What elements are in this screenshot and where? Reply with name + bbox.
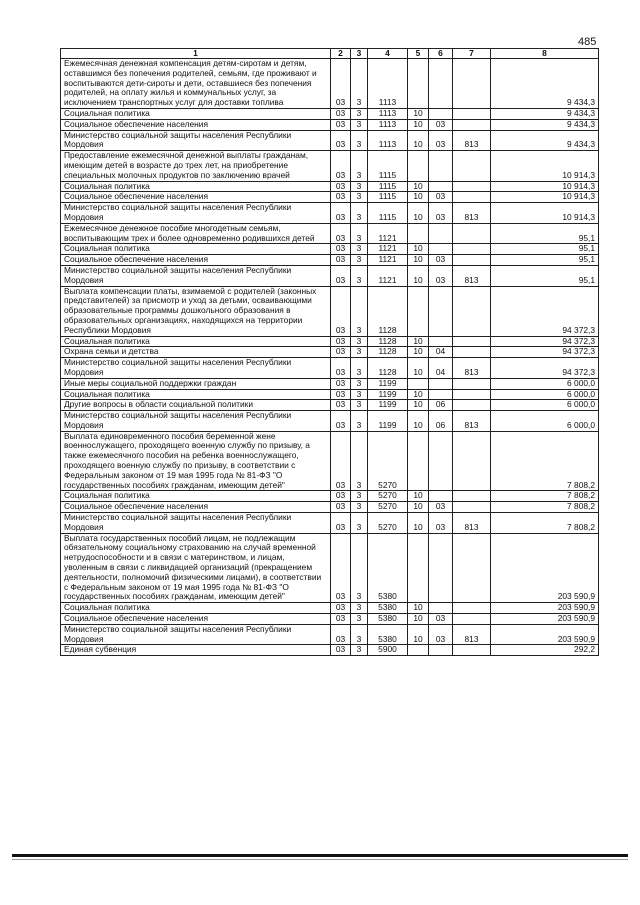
row-code	[408, 151, 429, 181]
row-code: 3	[351, 244, 368, 255]
row-code	[429, 151, 453, 181]
table-row	[61, 614, 599, 625]
row-code: 03	[331, 192, 351, 203]
row-code	[429, 59, 453, 109]
table-row	[61, 119, 599, 130]
row-code: 1199	[368, 389, 408, 400]
table-row	[61, 181, 599, 192]
row-amount: 203 590,9	[491, 624, 599, 645]
row-code: 1128	[368, 336, 408, 347]
row-code: 06	[429, 400, 453, 411]
row-name: Министерство социальной защиты населения Республики Мордовия	[61, 411, 331, 432]
row-code: 5270	[368, 431, 408, 491]
row-code	[429, 244, 453, 255]
row-amount: 7 808,2	[491, 431, 599, 491]
table-row	[61, 603, 599, 614]
row-code: 03	[331, 378, 351, 389]
row-code: 1113	[368, 130, 408, 151]
row-code: 813	[453, 624, 491, 645]
column-header: 1	[61, 49, 331, 59]
row-code	[453, 491, 491, 502]
table-row	[61, 336, 599, 347]
row-name: Социальная политика	[61, 491, 331, 502]
column-header: 8	[491, 49, 599, 59]
row-code: 03	[331, 491, 351, 502]
row-code	[429, 645, 453, 656]
table-row	[61, 244, 599, 255]
row-code	[453, 431, 491, 491]
row-code: 3	[351, 502, 368, 513]
row-code: 10	[408, 336, 429, 347]
row-code	[408, 431, 429, 491]
table-row	[61, 108, 599, 119]
column-header: 5	[408, 49, 429, 59]
row-code: 5380	[368, 624, 408, 645]
row-code	[429, 533, 453, 603]
row-code: 03	[331, 130, 351, 151]
row-code: 3	[351, 347, 368, 358]
row-code	[429, 389, 453, 400]
row-name: Социальная политика	[61, 389, 331, 400]
row-code: 03	[331, 203, 351, 224]
row-amount: 10 914,3	[491, 151, 599, 181]
row-code	[429, 431, 453, 491]
row-code: 3	[351, 192, 368, 203]
table-row	[61, 502, 599, 513]
row-amount: 10 914,3	[491, 181, 599, 192]
row-amount: 9 434,3	[491, 59, 599, 109]
table-row	[61, 491, 599, 502]
table-row	[61, 203, 599, 224]
row-code: 1121	[368, 244, 408, 255]
row-amount: 95,1	[491, 265, 599, 286]
row-code: 10	[408, 389, 429, 400]
row-code: 03	[429, 255, 453, 266]
table-row	[61, 400, 599, 411]
row-code: 10	[408, 502, 429, 513]
row-amount: 7 808,2	[491, 513, 599, 534]
row-code: 10	[408, 203, 429, 224]
row-code: 1128	[368, 286, 408, 336]
table-row	[61, 431, 599, 491]
row-name: Социальное обеспечение населения	[61, 614, 331, 625]
column-header: 3	[351, 49, 368, 59]
row-code: 03	[331, 108, 351, 119]
row-amount: 292,2	[491, 645, 599, 656]
row-code: 10	[408, 491, 429, 502]
row-code	[429, 491, 453, 502]
row-name: Социальная политика	[61, 108, 331, 119]
row-code	[408, 59, 429, 109]
row-code	[453, 108, 491, 119]
row-code: 3	[351, 645, 368, 656]
row-code: 3	[351, 533, 368, 603]
row-code: 3	[351, 491, 368, 502]
row-code: 10	[408, 347, 429, 358]
row-code	[453, 192, 491, 203]
table-row	[61, 59, 599, 109]
table-row	[61, 533, 599, 603]
row-name: Министерство социальной защиты населения Республики Мордовия	[61, 513, 331, 534]
row-amount: 203 590,9	[491, 603, 599, 614]
row-code	[429, 108, 453, 119]
row-code: 3	[351, 59, 368, 109]
row-code: 03	[331, 151, 351, 181]
row-code: 10	[408, 624, 429, 645]
row-name: Выплата единовременного пособия беременной жене военнослужащего, проходящего военную службу по призыву, а также ежемесячного пособия на ребенка военнослужащего, проходящего военную службу по призыву, в соответствии с Федеральным законом от 19 мая 1995 года № 81-ФЗ "О государственных пособиях гражданам, имеющим детей"	[61, 431, 331, 491]
row-code	[408, 286, 429, 336]
row-code	[429, 223, 453, 244]
column-header: 2	[331, 49, 351, 59]
row-code: 03	[331, 533, 351, 603]
row-code	[453, 336, 491, 347]
row-name: Министерство социальной защиты населения Республики Мордовия	[61, 130, 331, 151]
row-amount: 94 372,3	[491, 336, 599, 347]
row-name: Единая субвенция	[61, 645, 331, 656]
row-code: 3	[351, 603, 368, 614]
row-code: 03	[331, 255, 351, 266]
row-code: 813	[453, 130, 491, 151]
row-code: 03	[429, 130, 453, 151]
row-code: 3	[351, 265, 368, 286]
row-code: 5270	[368, 502, 408, 513]
row-code: 5900	[368, 645, 408, 656]
row-code: 1121	[368, 265, 408, 286]
row-code	[429, 603, 453, 614]
row-name: Министерство социальной защиты населения Республики Мордовия	[61, 624, 331, 645]
row-name: Социальное обеспечение населения	[61, 255, 331, 266]
row-amount: 203 590,9	[491, 614, 599, 625]
row-code: 5270	[368, 491, 408, 502]
table-row	[61, 358, 599, 379]
row-code: 1113	[368, 119, 408, 130]
row-amount: 7 808,2	[491, 491, 599, 502]
row-code: 3	[351, 108, 368, 119]
row-code: 3	[351, 411, 368, 432]
column-header: 7	[453, 49, 491, 59]
table-row	[61, 265, 599, 286]
row-code	[453, 389, 491, 400]
row-code	[408, 533, 429, 603]
row-code: 3	[351, 255, 368, 266]
row-code: 10	[408, 130, 429, 151]
budget-table	[60, 48, 599, 656]
row-code: 03	[331, 265, 351, 286]
page-number: 485	[578, 36, 597, 48]
row-amount: 10 914,3	[491, 192, 599, 203]
row-code	[429, 336, 453, 347]
row-code: 3	[351, 181, 368, 192]
row-code	[453, 181, 491, 192]
row-code: 10	[408, 244, 429, 255]
table-row	[61, 192, 599, 203]
row-code	[408, 378, 429, 389]
row-name: Социальное обеспечение населения	[61, 119, 331, 130]
row-code: 5380	[368, 614, 408, 625]
row-code: 813	[453, 265, 491, 286]
table-row	[61, 411, 599, 432]
row-code	[453, 151, 491, 181]
row-code	[453, 533, 491, 603]
row-amount: 203 590,9	[491, 533, 599, 603]
row-code	[408, 645, 429, 656]
row-code	[453, 347, 491, 358]
row-code: 10	[408, 400, 429, 411]
row-code: 03	[429, 614, 453, 625]
row-name: Министерство социальной защиты населения Республики Мордовия	[61, 358, 331, 379]
row-code: 03	[331, 181, 351, 192]
row-name: Министерство социальной защиты населения Республики Мордовия	[61, 265, 331, 286]
row-code: 5380	[368, 603, 408, 614]
column-header: 6	[429, 49, 453, 59]
row-code: 03	[331, 614, 351, 625]
row-name: Другие вопросы в области социальной политики	[61, 400, 331, 411]
row-code: 3	[351, 624, 368, 645]
row-code: 1113	[368, 108, 408, 119]
row-code: 03	[331, 513, 351, 534]
row-code	[453, 255, 491, 266]
row-amount: 94 372,3	[491, 286, 599, 336]
table-row	[61, 130, 599, 151]
row-code: 3	[351, 119, 368, 130]
row-code: 1128	[368, 358, 408, 379]
row-code: 813	[453, 203, 491, 224]
row-code: 3	[351, 378, 368, 389]
row-code: 3	[351, 513, 368, 534]
row-name: Ежемесячная денежная компенсация детям-сиротам и детям, оставшимся без попечения родителей, семьям, где проживают и воспитываются дети-сироты и дети, оставшиеся без попечения родителей, на оплату жилья и коммунальных услуг, за исключением транспортных услуг для доставки топлива	[61, 59, 331, 109]
row-code: 10	[408, 181, 429, 192]
row-code: 03	[331, 286, 351, 336]
row-code: 1199	[368, 378, 408, 389]
row-amount: 94 372,3	[491, 358, 599, 379]
row-name: Социальная политика	[61, 603, 331, 614]
row-code: 10	[408, 255, 429, 266]
row-code: 813	[453, 411, 491, 432]
row-code: 3	[351, 151, 368, 181]
row-code	[429, 286, 453, 336]
row-code: 1115	[368, 181, 408, 192]
row-code: 10	[408, 192, 429, 203]
row-code: 03	[429, 203, 453, 224]
table-row	[61, 151, 599, 181]
row-code: 813	[453, 513, 491, 534]
row-code: 1199	[368, 400, 408, 411]
row-code	[453, 59, 491, 109]
row-code: 813	[453, 358, 491, 379]
row-code: 06	[429, 411, 453, 432]
row-code: 03	[331, 411, 351, 432]
table-row	[61, 347, 599, 358]
table-row	[61, 378, 599, 389]
row-code	[453, 286, 491, 336]
row-code: 03	[331, 244, 351, 255]
row-amount: 9 434,3	[491, 130, 599, 151]
row-amount: 9 434,3	[491, 108, 599, 119]
row-code: 03	[331, 336, 351, 347]
row-code: 04	[429, 347, 453, 358]
table-row	[61, 389, 599, 400]
row-code: 03	[331, 358, 351, 379]
row-code	[453, 223, 491, 244]
row-code: 03	[331, 400, 351, 411]
row-amount: 6 000,0	[491, 389, 599, 400]
row-code: 10	[408, 108, 429, 119]
row-code: 3	[351, 336, 368, 347]
row-amount: 10 914,3	[491, 203, 599, 224]
column-header-row	[61, 49, 599, 59]
row-code	[453, 400, 491, 411]
row-code: 5270	[368, 513, 408, 534]
row-code	[453, 378, 491, 389]
column-header: 4	[368, 49, 408, 59]
row-amount: 94 372,3	[491, 347, 599, 358]
row-code: 3	[351, 203, 368, 224]
row-amount: 6 000,0	[491, 411, 599, 432]
table-row	[61, 513, 599, 534]
row-code: 1113	[368, 59, 408, 109]
row-amount: 95,1	[491, 255, 599, 266]
row-code: 1121	[368, 223, 408, 244]
row-name: Ежемесячное денежное пособие многодетным семьям, воспитывающим трех и более одновременно родившихся детей	[61, 223, 331, 244]
table-row	[61, 645, 599, 656]
row-code: 10	[408, 411, 429, 432]
table-row	[61, 624, 599, 645]
row-code: 03	[331, 389, 351, 400]
row-code	[429, 181, 453, 192]
row-name: Министерство социальной защиты населения Республики Мордовия	[61, 203, 331, 224]
row-amount: 95,1	[491, 223, 599, 244]
row-code	[429, 378, 453, 389]
row-code: 1199	[368, 411, 408, 432]
row-amount: 7 808,2	[491, 502, 599, 513]
row-code: 5380	[368, 533, 408, 603]
row-code: 03	[429, 192, 453, 203]
footer-divider-thin	[12, 859, 628, 860]
row-code: 3	[351, 400, 368, 411]
row-name: Социальное обеспечение населения	[61, 502, 331, 513]
row-code: 03	[331, 645, 351, 656]
row-code: 03	[331, 603, 351, 614]
row-code: 03	[331, 502, 351, 513]
row-code: 10	[408, 603, 429, 614]
row-code: 03	[429, 624, 453, 645]
row-code: 3	[351, 130, 368, 151]
row-code	[453, 603, 491, 614]
row-name: Выплата государственных пособий лицам, не подлежащим обязательному социальному страхованию на случай временной нетрудоспособности и в связи с материнством, и лицам, уволенным в связи с ликвидацией организаций (прекращением деятельности, полномочий физическими лицами), в соответствии с Федеральным законом от 19 мая 1995 года № 81-ФЗ "О государственных пособиях гражданам, имеющим детей"	[61, 533, 331, 603]
row-code	[453, 645, 491, 656]
table-row	[61, 286, 599, 336]
table-row	[61, 255, 599, 266]
row-code: 1121	[368, 255, 408, 266]
row-name: Социальная политика	[61, 244, 331, 255]
row-name: Социальная политика	[61, 181, 331, 192]
row-code	[408, 223, 429, 244]
row-code: 1115	[368, 151, 408, 181]
row-code: 1115	[368, 192, 408, 203]
row-name: Охрана семьи и детства	[61, 347, 331, 358]
row-code: 03	[331, 347, 351, 358]
row-code	[453, 614, 491, 625]
row-code: 1115	[368, 203, 408, 224]
row-code: 03	[331, 624, 351, 645]
row-code: 04	[429, 358, 453, 379]
row-code	[453, 502, 491, 513]
row-name: Социальная политика	[61, 336, 331, 347]
row-code: 3	[351, 358, 368, 379]
row-code: 10	[408, 265, 429, 286]
row-code: 10	[408, 119, 429, 130]
row-code: 1128	[368, 347, 408, 358]
row-code: 3	[351, 286, 368, 336]
row-code: 03	[429, 265, 453, 286]
row-code: 03	[429, 119, 453, 130]
row-code: 3	[351, 431, 368, 491]
row-code: 10	[408, 358, 429, 379]
row-name: Социальное обеспечение населения	[61, 192, 331, 203]
row-code: 3	[351, 389, 368, 400]
row-code: 03	[331, 431, 351, 491]
row-name: Предоставление ежемесячной денежной выплаты гражданам, имеющим детей в возрасте до трех лет, на приобретение специальных молочных продуктов по заключению врачей	[61, 151, 331, 181]
row-amount: 95,1	[491, 244, 599, 255]
row-code: 03	[331, 119, 351, 130]
row-code: 3	[351, 223, 368, 244]
row-amount: 9 434,3	[491, 119, 599, 130]
row-name: Иные меры социальной поддержки граждан	[61, 378, 331, 389]
row-code: 03	[331, 59, 351, 109]
row-name: Выплата компенсации платы, взимаемой с родителей (законных представителей) за присмотр и уход за детьми, осваивающими образовательные программы дошкольного образования в образовательных организациях, находящихся на территории Республики Мордовия	[61, 286, 331, 336]
row-code: 10	[408, 513, 429, 534]
footer-divider	[12, 854, 628, 857]
row-code: 3	[351, 614, 368, 625]
table-row	[61, 223, 599, 244]
row-code: 03	[429, 513, 453, 534]
row-code	[453, 244, 491, 255]
row-code: 03	[429, 502, 453, 513]
row-code: 03	[331, 223, 351, 244]
row-code: 10	[408, 614, 429, 625]
row-amount: 6 000,0	[491, 378, 599, 389]
row-amount: 6 000,0	[491, 400, 599, 411]
row-code	[453, 119, 491, 130]
